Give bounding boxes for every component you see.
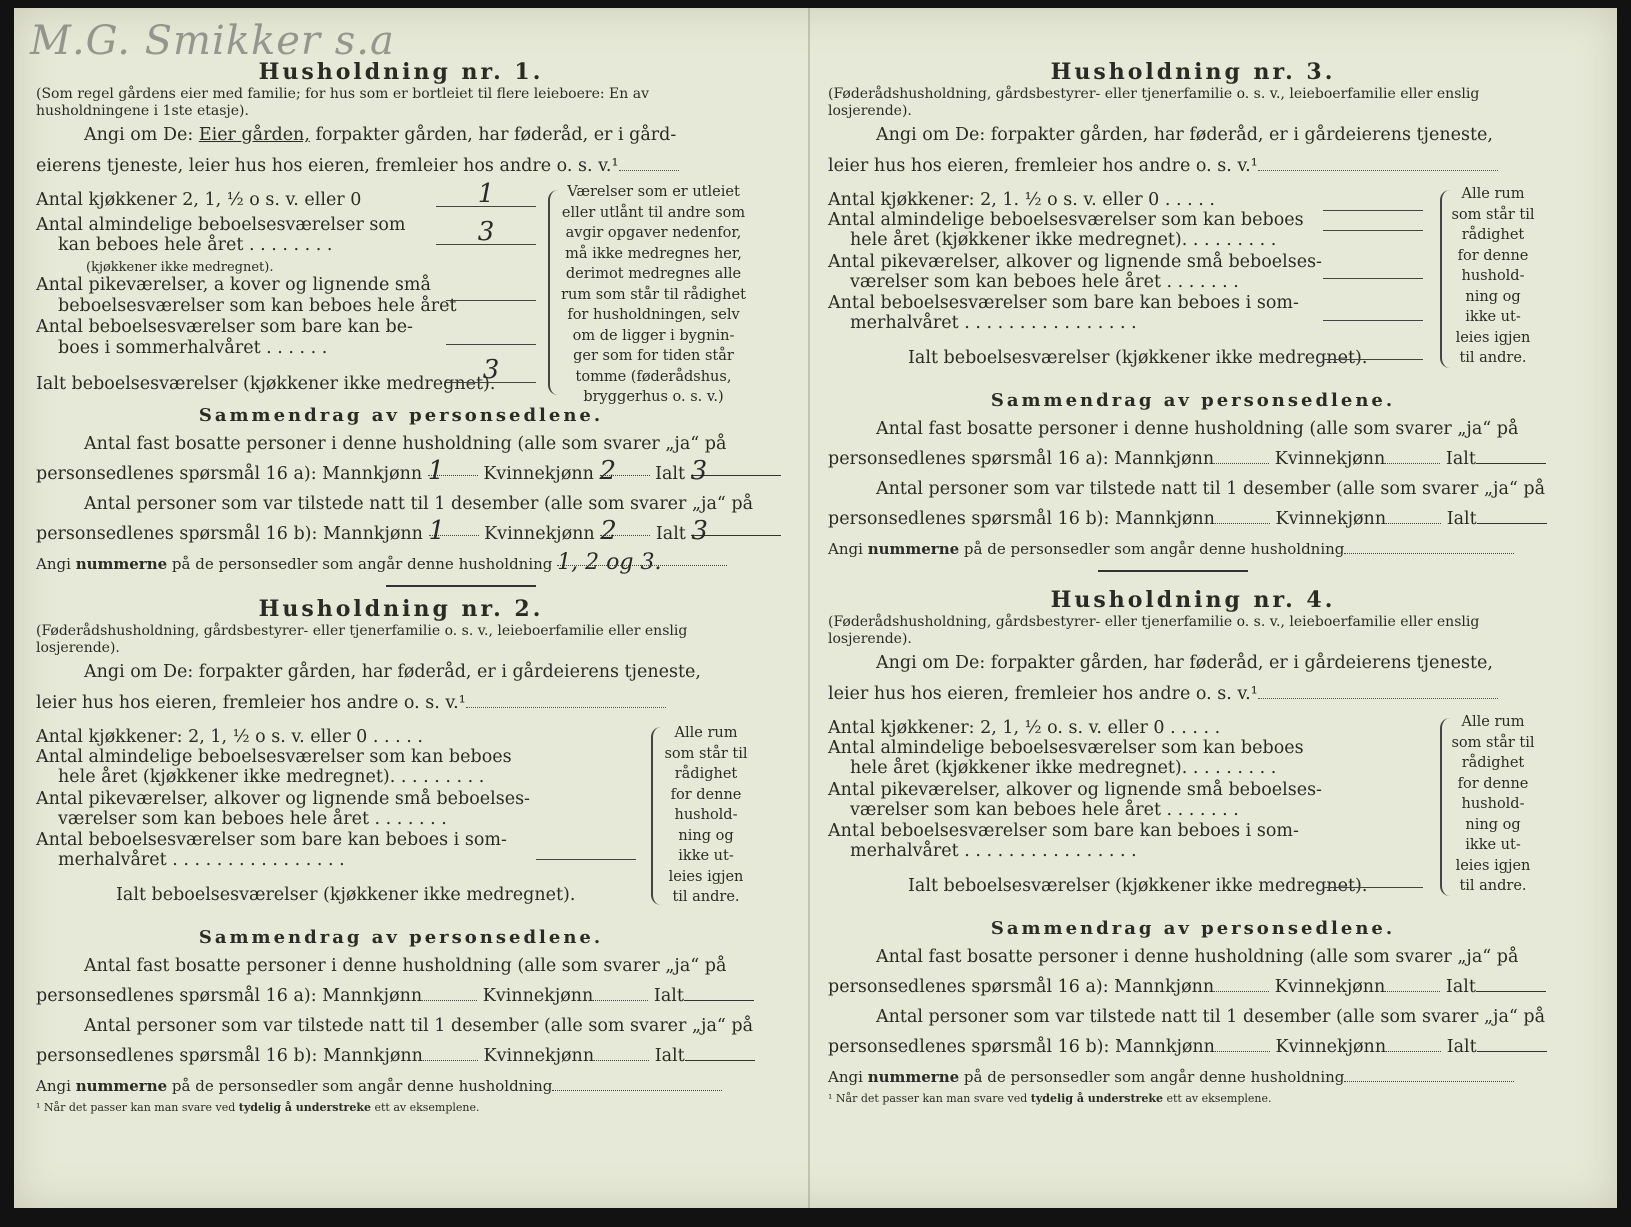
- row-kjokkener: Antal kjøkkener 2, 1, ½ o s. v. eller 0: [36, 190, 362, 210]
- household-2-sidenote: [656, 723, 756, 908]
- row-almindelige-1: Antal almindelige beboelsesværelser som kan beboes: [828, 738, 1304, 758]
- row-almindelige-2: kan beboes hele året . . . . . . . .: [58, 235, 333, 255]
- row-almindelige-3: (kjøkkener ikke medregnet).: [86, 260, 274, 275]
- row-sommer-1: Antal beboelsesværelser som bare kan be-: [36, 317, 413, 337]
- handwritten-corner-note: M.G. Smikker s.a: [30, 18, 395, 64]
- separator: [386, 585, 536, 587]
- household-1-title: Husholdning nr. 1.: [258, 59, 544, 85]
- sidenote-line: rum som står til rådighet: [561, 286, 746, 303]
- sidenote-line: hushold-: [674, 807, 738, 823]
- household-1-sidenote: [556, 182, 751, 408]
- household-3-angi-line-2: leier hus hos eieren, fremleier hos andre o. s. v.¹: [828, 151, 1558, 182]
- row-pikevaerelser-1: Antal pikeværelser, alkover og lignende små beboelses-: [828, 252, 1322, 272]
- household-3-note: (Føderådshusholdning, gårdsbestyrer- eller tjenerfamilie o. s. v., leieboerfamilie eller enslig losjerende).: [828, 86, 1480, 119]
- sidenote-line: for husholdningen, selv: [567, 307, 740, 323]
- household-2-sum-a-line-2: personsedlenes spørsmål 16 a): Mannkjønn Kvinnekjønn Ialt: [36, 981, 766, 1011]
- sidenote-line: om de ligger i bygnin-: [572, 327, 735, 344]
- household-3-angi-line-1: Angi om De: forpakter gården, har føderåd, er i gårdeierens tjeneste,: [876, 125, 1493, 145]
- household-4-nummerne: Angi nummerne på de personsedler som angår denne husholdning: [828, 1062, 1558, 1092]
- sidenote-line: derimot medregnes alle: [565, 266, 742, 282]
- row-kjokkener: Antal kjøkkener: 2, 1, ½ o s. v. eller 0 . . . . .: [36, 727, 423, 747]
- row-ialt: Ialt beboelsesværelser (kjøkkener ikke medregnet).: [36, 374, 496, 394]
- household-3-sum-a-line-2: personsedlenes spørsmål 16 a): Mannkjønn Kvinnekjønn Ialt: [828, 444, 1558, 474]
- sidenote-line: rådighet: [1461, 227, 1525, 243]
- row-ialt: Ialt beboelsesværelser (kjøkkener ikke medregnet).: [116, 885, 576, 905]
- household-1-sum-b-line-1: Antal personer som var tilstede natt til 1 desember (alle som svarer „ja“ på: [84, 494, 754, 514]
- sidenote-line: rådighet: [674, 766, 738, 782]
- household-4-rooms: [828, 714, 1558, 898]
- row-almindelige-2: hele året (kjøkkener ikke medregnet). . . . . . . . .: [850, 758, 1277, 778]
- sidenote-line: avgir opgaver nedenfor,: [565, 225, 742, 241]
- sidenote-line: hushold-: [1461, 796, 1525, 812]
- row-sommer-2: merhalvåret . . . . . . . . . . . . . . . .: [58, 850, 345, 870]
- separator: [1098, 570, 1248, 572]
- household-4: [828, 586, 1558, 1106]
- row-sommer-1: Antal beboelsesværelser som bare kan beboes i som-: [828, 821, 1299, 841]
- household-3-nummerne: Angi nummerne på de personsedler som angår denne husholdning: [828, 534, 1558, 564]
- row-pikevaerelser-1: Antal pikeværelser, a kover og lignende små: [36, 275, 431, 295]
- row-pikevaerelser-2: beboelsesværelser som kan beboes hele året: [58, 296, 457, 316]
- value-almindelige: [1323, 208, 1423, 231]
- household-2-angi-line-1: Angi om De: forpakter gården, har føderåd, er i gårdeierens tjeneste,: [84, 662, 701, 682]
- sidenote-line: til andre.: [672, 889, 740, 905]
- value-pikevaerelser: [446, 278, 536, 301]
- household-1-note: (Som regel gårdens eier med familie; for hus som er bortleiet til flere leieboere: En av husholdningene i 1ste etasje).: [36, 86, 649, 119]
- household-3-rooms: [828, 186, 1558, 370]
- household-4-title: Husholdning nr. 4.: [1050, 587, 1336, 613]
- row-pikevaerelser-2: værelser som kan beboes hele året . . . . . . .: [58, 809, 447, 829]
- household-2-summary-title: Sammendrag av personsedlene.: [198, 927, 604, 948]
- sidenote-line: som står til: [664, 745, 748, 762]
- sidenote-line: rådighet: [1461, 755, 1525, 771]
- row-pikevaerelser-2: værelser som kan beboes hele året . . . . . . .: [850, 272, 1239, 292]
- sidenote-line: leies igjen: [1455, 329, 1531, 346]
- value-ialt: 3: [446, 360, 536, 383]
- sidenote-line: som står til: [1451, 734, 1535, 751]
- row-sommer-1: Antal beboelsesværelser som bare kan beboes i som-: [36, 830, 507, 850]
- household-2-sum-b-line-2: personsedlenes spørsmål 16 b): Mannkjønn Kvinnekjønn Ialt: [36, 1041, 766, 1071]
- value-ialt: [1323, 865, 1423, 888]
- sidenote-line: eller utlånt til andre som: [561, 204, 746, 221]
- sidenote-line: Alle rum: [1461, 186, 1525, 202]
- household-2-rooms: [36, 727, 766, 907]
- footnote: ¹ Når det passer kan man svare ved tydelig å understreke ett av eksemplene.: [36, 1101, 480, 1114]
- row-sommer-2: boes i sommerhalvåret . . . . . .: [58, 338, 328, 358]
- value-kjokkener: 1: [436, 184, 536, 207]
- value-ialt: [1323, 337, 1423, 360]
- value-almindelige: 3: [436, 222, 536, 245]
- household-4-sum-a-line-2: personsedlenes spørsmål 16 a): Mannkjønn Kvinnekjønn Ialt: [828, 972, 1558, 1002]
- household-1-sum-b-line-2: personsedlenes spørsmål 16 b): Mannkjønn 1 Kvinnekjønn 2 Ialt 3: [36, 519, 766, 549]
- household-2-title: Husholdning nr. 2.: [258, 596, 544, 622]
- household-1-sum-a-line-1: Antal fast bosatte personer i denne husholdning (alle som svarer „ja“ på: [84, 434, 727, 454]
- row-sommer-2: merhalvåret . . . . . . . . . . . . . . . .: [850, 313, 1137, 333]
- row-almindelige-2: hele året (kjøkkener ikke medregnet). . . . . . . . .: [58, 767, 485, 787]
- sidenote-line: ikke ut-: [1465, 837, 1521, 853]
- household-4-angi-line-1: Angi om De: forpakter gården, har føderåd, er i gårdeierens tjeneste,: [876, 653, 1493, 673]
- row-ialt: Ialt beboelsesværelser (kjøkkener ikke medregnet).: [908, 876, 1368, 896]
- household-2-sum-a-line-1: Antal fast bosatte personer i denne husholdning (alle som svarer „ja“ på: [84, 956, 727, 976]
- sidenote-line: for denne: [1457, 775, 1529, 792]
- sidenote-line: ikke ut-: [678, 848, 734, 864]
- row-pikevaerelser-1: Antal pikeværelser, alkover og lignende små beboelses-: [36, 789, 530, 809]
- household-1-nummerne: Angi nummerne på de personsedler som angår denne husholdning 1, 2 og 3.: [36, 549, 766, 579]
- sidenote-line: til andre.: [1459, 878, 1527, 894]
- sidenote-line: Alle rum: [674, 725, 738, 741]
- sidenote-line: hushold-: [1461, 268, 1525, 284]
- sidenote-line: leies igjen: [668, 868, 744, 885]
- value-sommer: [1323, 298, 1423, 321]
- sidenote-line: ger som for tiden står: [573, 348, 734, 364]
- row-pikevaerelser-1: Antal pikeværelser, alkover og lignende små beboelses-: [828, 780, 1322, 800]
- row-sommer-2: merhalvåret . . . . . . . . . . . . . . . .: [850, 841, 1137, 861]
- sidenote-line: til andre.: [1459, 350, 1527, 366]
- sidenote-line: leies igjen: [1455, 857, 1531, 874]
- sidenote-line: ning og: [1465, 816, 1521, 833]
- household-1-sum-a-line-2: personsedlenes spørsmål 16 a): Mannkjønn 1 Kvinnekjønn 2 Ialt 3: [36, 459, 766, 489]
- sidenote-line: som står til: [1451, 206, 1535, 223]
- row-almindelige-1: Antal almindelige beboelsesværelser som: [36, 215, 406, 235]
- household-3-summary-title: Sammendrag av personsedlene.: [990, 390, 1396, 411]
- sidenote-line: for denne: [1457, 247, 1529, 264]
- right-page: [828, 0, 1558, 1200]
- row-sommer-1: Antal beboelsesværelser som bare kan beboes i som-: [828, 293, 1299, 313]
- household-3-sidenote: [1443, 184, 1543, 369]
- household-2: [36, 595, 766, 1115]
- household-1: [36, 58, 766, 587]
- row-almindelige-1: Antal almindelige beboelsesværelser som kan beboes: [828, 210, 1304, 230]
- row-ialt: Ialt beboelsesværelser (kjøkkener ikke medregnet).: [908, 348, 1368, 368]
- row-almindelige-1: Antal almindelige beboelsesværelser som kan beboes: [36, 747, 512, 767]
- household-4-angi-line-2: leier hus hos eieren, fremleier hos andre o. s. v.¹: [828, 679, 1558, 710]
- household-2-nummerne: Angi nummerne på de personsedler som angår denne husholdning: [36, 1071, 766, 1101]
- sidenote-line: ning og: [1465, 288, 1521, 305]
- household-4-sum-b-line-2: personsedlenes spørsmål 16 b): Mannkjønn Kvinnekjønn Ialt: [828, 1032, 1558, 1062]
- sidenote-line: bryggerhus o. s. v.): [583, 389, 724, 405]
- household-2-note: (Føderådshusholdning, gårdsbestyrer- eller tjenerfamilie o. s. v., leieboerfamilie eller enslig losjerende).: [36, 623, 688, 656]
- page-fold: [808, 8, 810, 1208]
- household-1-summary-title: Sammendrag av personsedlene.: [198, 405, 604, 426]
- sidenote-line: for denne: [670, 786, 742, 803]
- household-1-angi-line-2: eierens tjeneste, leier hus hos eieren, fremleier hos andre o. s. v.¹: [36, 151, 766, 182]
- household-3-sum-a-line-1: Antal fast bosatte personer i denne husholdning (alle som svarer „ja“ på: [876, 419, 1519, 439]
- sidenote-line: ning og: [678, 827, 734, 844]
- household-2-sum-b-line-1: Antal personer som var tilstede natt til 1 desember (alle som svarer „ja“ på: [84, 1016, 754, 1036]
- row-kjokkener: Antal kjøkkener: 2, 1. ½ o s. v. eller 0 . . . . .: [828, 190, 1215, 210]
- household-1-angi-line-1: Angi om De: Eier gården, forpakter gården, har føderåd, er i gård-: [84, 125, 677, 145]
- household-3-title: Husholdning nr. 3.: [1050, 59, 1336, 85]
- household-4-sum-a-line-1: Antal fast bosatte personer i denne husholdning (alle som svarer „ja“ på: [876, 947, 1519, 967]
- sidenote-line: ikke ut-: [1465, 309, 1521, 325]
- household-1-rooms: [36, 179, 766, 405]
- sidenote-line: Værelser som er utleiet: [567, 184, 740, 200]
- sidenote-line: må ikke medregnes her,: [565, 245, 742, 262]
- household-4-note: (Føderådshusholdning, gårdsbestyrer- eller tjenerfamilie o. s. v., leieboerfamilie eller enslig losjerende).: [828, 614, 1480, 647]
- household-3: [828, 58, 1558, 572]
- household-4-sum-b-line-1: Antal personer som var tilstede natt til 1 desember (alle som svarer „ja“ på: [876, 1007, 1546, 1027]
- row-kjokkener: Antal kjøkkener: 2, 1, ½ o. s. v. eller 0 . . . . .: [828, 718, 1221, 738]
- row-almindelige-2: hele året (kjøkkener ikke medregnet). . . . . . . . .: [850, 230, 1277, 250]
- household-4-summary-title: Sammendrag av personsedlene.: [990, 918, 1396, 939]
- sidenote-line: Alle rum: [1461, 714, 1525, 730]
- footnote: ¹ Når det passer kan man svare ved tydelig å understreke ett av eksemplene.: [828, 1092, 1272, 1105]
- value-sommer: [536, 837, 636, 860]
- household-4-sidenote: [1443, 712, 1543, 897]
- sidenote-line: tomme (føderådshus,: [575, 368, 732, 385]
- household-3-sum-b-line-1: Antal personer som var tilstede natt til 1 desember (alle som svarer „ja“ på: [876, 479, 1546, 499]
- household-2-angi-line-2: leier hus hos eieren, fremleier hos andre o. s. v.¹: [36, 688, 766, 719]
- row-pikevaerelser-2: værelser som kan beboes hele året . . . . . . .: [850, 800, 1239, 820]
- value-pikevaerelser: [1323, 256, 1423, 279]
- value-sommer: [446, 322, 536, 345]
- household-3-sum-b-line-2: personsedlenes spørsmål 16 b): Mannkjønn Kvinnekjønn Ialt: [828, 504, 1558, 534]
- eier-garden-underlined: Eier gården,: [198, 125, 310, 145]
- left-page: [36, 0, 766, 1200]
